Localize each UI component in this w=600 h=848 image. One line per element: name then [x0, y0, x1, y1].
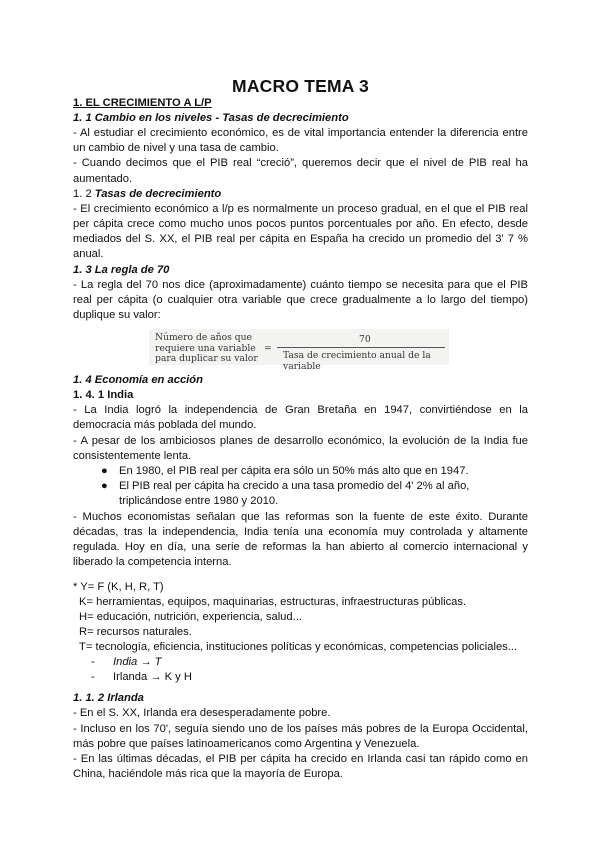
paragraph: - A pesar de los ambiciosos planes de desarrollo económico, la evolución de la India fue consistentemente lenta.	[73, 434, 528, 462]
formula-numerator: 70	[359, 334, 371, 346]
list-item-text: El PIB real per cápita ha crecido a una tasa promedio del 4' 2% al año, triplicándose entre 1980 y 2010.	[119, 480, 470, 508]
paragraph: - En las últimas décadas, el PIB per cápita ha crecido en Irlanda casi tan rápido como en China, haciéndole más rica que la mayoría de Europa.	[73, 753, 528, 781]
paragraph: - Incluso en los 70', seguía siendo uno de los países más pobres de la Europa Occidental, más pobre que países latinoamericanos como Argentina y Venezuela.	[73, 722, 528, 750]
paragraph: - Muchos economistas señalan que las reformas son la fuente de este éxito. Durante décadas, tras la independencia, India tenía una economía muy controlada y altamente regulada. Hoy en día, una serie de reformas la han abierto al comercio internacional y liberado la competencia interna.	[73, 510, 528, 569]
dash-icon: -	[91, 656, 95, 669]
paragraph: - La India logró la independencia de Gran Bretaña en 1947, convirtiéndose en la democracia más poblada del mundo.	[73, 404, 528, 432]
formula-lhs: Número de años que requiere una variable para duplicar su valor	[155, 332, 258, 365]
subheading-1-2	[73, 187, 528, 202]
document-body	[73, 96, 528, 782]
factor-t: T= tecnología, eficiencia, instituciones políticas y económicas, competencias policiales...	[79, 641, 518, 654]
subheading-text: Tasas de decrecimiento	[94, 187, 222, 200]
list-item-text: Irlanda → K y H	[113, 671, 192, 684]
factor-h: H= educación, nutrición, experiencia, salud...	[79, 611, 302, 624]
section-heading-1: 1. EL CRECIMIENTO A L/P	[73, 97, 212, 109]
subheading-1-4-1: 1. 4. 1 India	[73, 389, 134, 402]
bullet-list	[73, 464, 528, 510]
bullet-icon: ●	[101, 480, 108, 493]
subheading-1-1-2: 1. 1. 2 Irlanda	[73, 692, 144, 705]
page-title: MACRO TEMA 3	[232, 76, 369, 96]
paragraph: - La regla del 70 nos dice (aproximadamente) cuánto tiempo se necesita para que el PIB real per cápita (o cualquier otra variable que crece gradualmente a lo largo del tiempo) duplique su valor:	[73, 278, 528, 322]
list-item	[91, 670, 528, 685]
dash-list	[73, 655, 528, 685]
paragraph: - En el S. XX, Irlanda era desesperadamente pobre.	[73, 707, 331, 720]
paragraph: - El crecimiento económico a l/p es normalmente un proceso gradual, en el que el PIB real per cápita crece como mucho unos pocos puntos porcentuales por año. En efecto, desde mediados del S. XX, el PIB real per cápita en España ha crecido un promedio del 3' 7 % anual.	[73, 202, 528, 261]
factor-k: K= herramientas, equipos, maquinarias, estructuras, infraestructuras públicas.	[79, 596, 467, 609]
bullet-icon: ●	[101, 465, 108, 478]
list-item-text: En 1980, el PIB real per cápita era sólo un 50% más alto que en 1947.	[119, 465, 469, 478]
paragraph: - Cuando decimos que el PIB real “creció”, queremos decir que el nivel de PIB real ha aumentado.	[73, 157, 528, 185]
factor-r: R= recursos naturales.	[79, 626, 192, 639]
section-heading-1-4: 1. 4 Economía en acción	[73, 374, 203, 387]
subheading-1-3: 1. 3 La regla de 70	[73, 263, 170, 276]
list-item-text: India → T	[113, 656, 162, 669]
formula-denominator: Tasa de crecimiento anual de la variable	[283, 350, 431, 373]
subheading-number: 1. 2	[73, 187, 95, 200]
formula-equals: =	[264, 343, 272, 355]
paragraph: - Al estudiar el crecimiento económico, es de vital importancia entender la diferencia entre un cambio de nivel y una tasa de cambio.	[73, 127, 528, 155]
dash-icon: -	[91, 671, 95, 684]
subheading-1-1: 1. 1 Cambio en los niveles - Tasas de decrecimiento	[73, 112, 349, 124]
production-function-block	[73, 580, 528, 685]
fraction-bar	[277, 347, 445, 348]
rule-of-70-formula	[149, 329, 449, 373]
production-function: * Y= F (K, H, R, T)	[73, 581, 164, 594]
list-item	[101, 479, 528, 509]
list-item	[101, 464, 528, 479]
list-item	[91, 655, 528, 670]
